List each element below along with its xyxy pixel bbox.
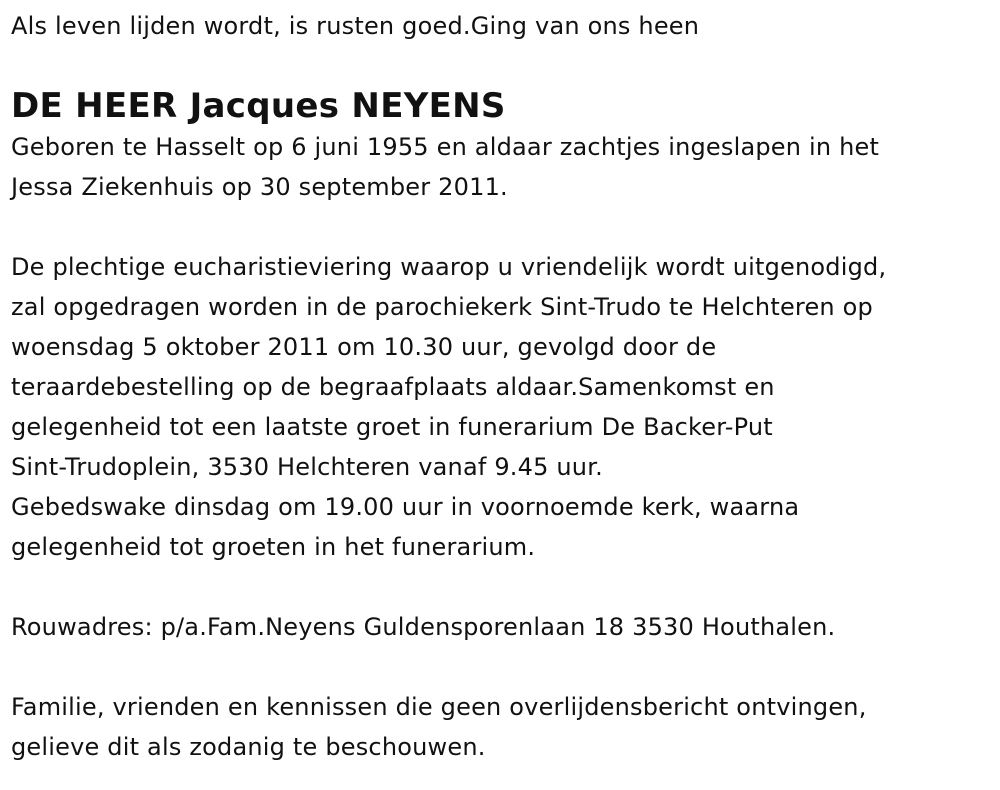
ceremony-line: Sint-Trudoplein, 3530 Helchteren vanaf 9.45 uur. bbox=[11, 453, 603, 481]
spacer bbox=[11, 207, 1000, 247]
deceased-name-heading: DE HEER Jacques NEYENS bbox=[11, 86, 506, 126]
ceremony-line: woensdag 5 oktober 2011 om 10.30 uur, gevolgd door de bbox=[11, 333, 717, 361]
ceremony-line: zal opgedragen worden in de parochiekerk Sint-Trudo te Helchteren op bbox=[11, 293, 873, 321]
birth-line: Jessa Ziekenhuis op 30 september 2011. bbox=[11, 173, 508, 201]
intro-text: Als leven lijden wordt, is rusten goed.Ging van ons heen bbox=[11, 12, 700, 40]
ceremony-line: teraardebestelling op de begraafplaats aldaar.Samenkomst en bbox=[11, 373, 775, 401]
spacer bbox=[11, 647, 1000, 687]
wake-line: gelegenheid tot groeten in het funerarium. bbox=[11, 533, 536, 561]
birth-line: Geboren te Hasselt op 6 juni 1955 en aldaar zachtjes ingeslapen in het bbox=[11, 133, 880, 161]
wake-line: Gebedswake dinsdag om 19.00 uur in voornoemde kerk, waarna bbox=[11, 493, 800, 521]
mourning-address: Rouwadres: p/a.Fam.Neyens Guldensporenlaan 18 3530 Houthalen. bbox=[11, 613, 836, 641]
closing-line: Familie, vrienden en kennissen die geen overlijdensbericht ontvingen, bbox=[11, 693, 867, 721]
ceremony-line: De plechtige eucharistieviering waarop u vriendelijk wordt uitgenodigd, bbox=[11, 253, 887, 281]
closing-line: gelieve dit als zodanig te beschouwen. bbox=[11, 733, 486, 761]
spacer bbox=[11, 46, 1000, 84]
ceremony-line: gelegenheid tot een laatste groet in funerarium De Backer-Put bbox=[11, 413, 773, 441]
spacer bbox=[11, 567, 1000, 607]
